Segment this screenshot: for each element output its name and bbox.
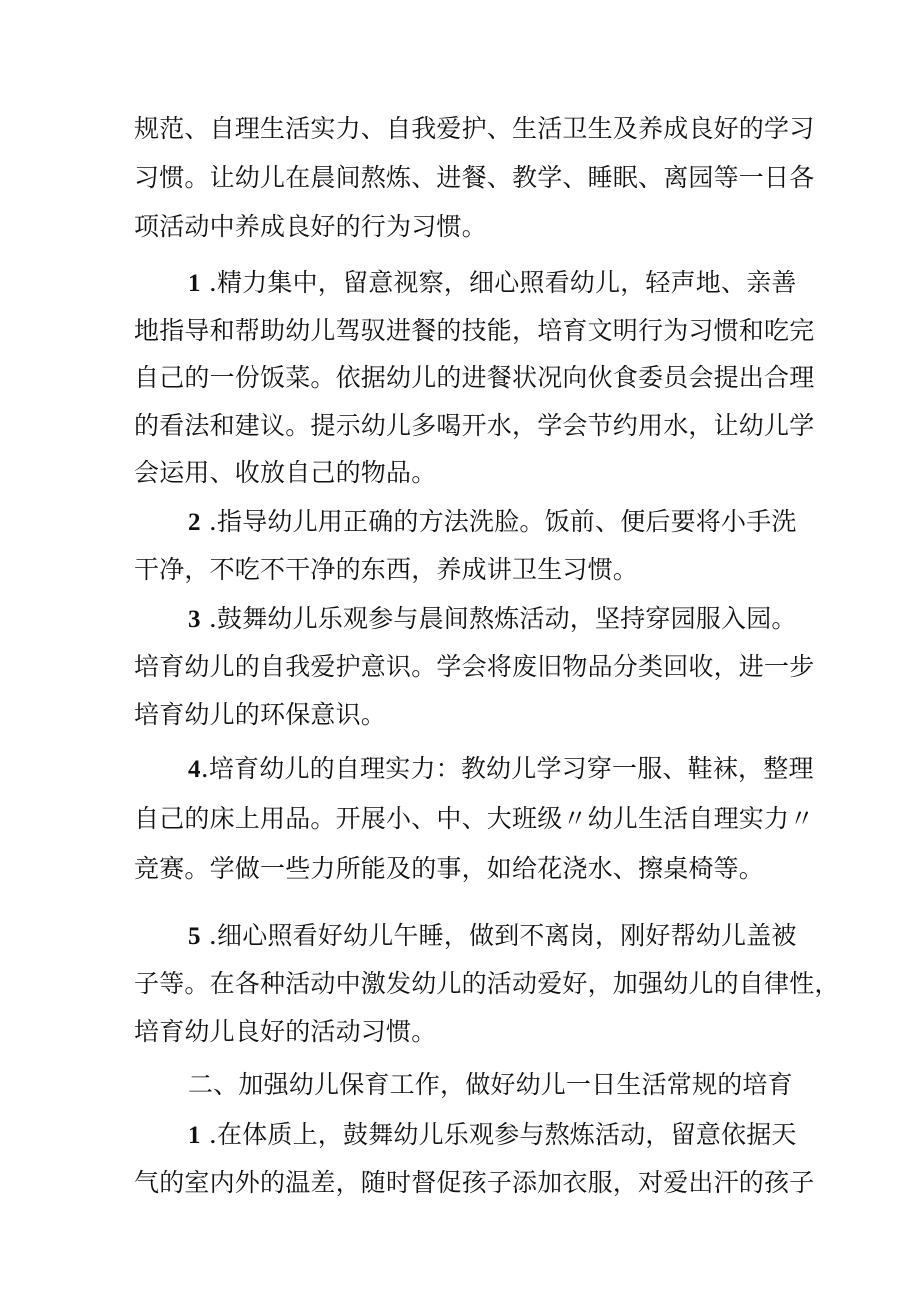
- line-text: .在体质上，鼓舞幼儿乐观参与熬炼活动，留意依据天: [200, 1120, 797, 1149]
- item-number: 5: [188, 923, 201, 950]
- item-number: 1: [188, 270, 201, 297]
- paragraph-line: [134, 1166, 815, 1200]
- line-text: 气的室内外的温差，随时督促孩子添加衣服，对爱出汗的孩子: [134, 1168, 815, 1197]
- paragraph-line: [134, 802, 815, 836]
- item-number: 4: [188, 756, 201, 783]
- line-text: 竞赛。学做一些力所能及的事，如给花浇水、擦桌椅等。: [134, 854, 765, 883]
- paragraph-line: [134, 650, 815, 684]
- paragraph-line: [134, 1015, 794, 1049]
- paragraph-line: [134, 112, 815, 146]
- paragraph-line: [134, 967, 840, 1001]
- item-number: 2: [188, 509, 201, 536]
- heading-text: 二、加强幼儿保育工作，做好幼儿一日生活常规的培育: [188, 1070, 793, 1099]
- line-text: 习惯。让幼儿在晨间熬炼、进餐、教学、睡眠、离园等一日各: [134, 163, 815, 192]
- paragraph-line: [134, 698, 794, 732]
- line-text: 子等。在各种活动中激发幼儿的活动爱好，加强幼儿的自律性，: [134, 969, 840, 998]
- line-text: 培育幼儿的自我爱护意识。学会将废旧物品分类回收，进一步: [134, 652, 815, 681]
- paragraph-line: [188, 505, 848, 540]
- item-number: 3: [188, 606, 201, 633]
- paragraph-line: [188, 1118, 848, 1153]
- line-text: .培育幼儿的自理实力：教幼儿学习穿一服、鞋袜，整理: [200, 754, 814, 783]
- line-text: .细心照看好幼儿午睡，做到不离岗，刚好帮幼儿盖被: [200, 921, 797, 950]
- line-text: .指导幼儿用正确的方法洗脸。饭前、便后要将小手洗: [200, 507, 797, 536]
- line-text: .精力集中，留意视察，细心照看幼儿，轻声地、亲善: [200, 268, 797, 297]
- line-text: 会运用、收放自己的物品。: [134, 458, 437, 487]
- line-text: 培育幼儿的环保意识。: [134, 700, 387, 729]
- paragraph-line: [134, 161, 815, 195]
- paragraph-line: [134, 553, 794, 587]
- line-text: 自己的一份饭菜。依据幼儿的进餐状况向伙食委员会提出合理: [134, 363, 815, 392]
- section-heading: [188, 1068, 848, 1102]
- paragraph-line: [134, 409, 815, 443]
- line-text: 培育幼儿良好的活动习惯。: [134, 1017, 437, 1046]
- line-text: 的看法和建议。提示幼儿多喝开水，学会节约用水，让幼儿学: [134, 411, 815, 440]
- line-text: 项活动中养成良好的行为习惯。: [134, 212, 487, 241]
- paragraph-line: [134, 210, 794, 244]
- line-text: 地指导和帮助幼儿驾驭进餐的技能，培育文明行为习惯和吃完: [134, 316, 815, 345]
- line-text: 规范、自理生活实力、自我爱护、生活卫生及养成良好的学习: [134, 114, 815, 143]
- item-number: 1: [188, 1122, 201, 1149]
- paragraph-line: [188, 266, 848, 301]
- paragraph-line: [134, 314, 815, 348]
- line-text: 干净，不吃不干净的东西，养成讲卫生习惯。: [134, 555, 639, 584]
- paragraph-line: [134, 361, 815, 395]
- line-text: .鼓舞幼儿乐观参与晨间熬炼活动，坚持穿园服入园。: [200, 604, 797, 633]
- paragraph-line: [134, 852, 794, 886]
- paragraph-line: [134, 456, 794, 490]
- paragraph-line: [188, 752, 848, 787]
- paragraph-line: [188, 919, 848, 954]
- line-text: 自己的床上用品。开展小、中、大班级〃幼儿生活自理实力〃: [134, 804, 815, 833]
- paragraph-line: [188, 602, 848, 637]
